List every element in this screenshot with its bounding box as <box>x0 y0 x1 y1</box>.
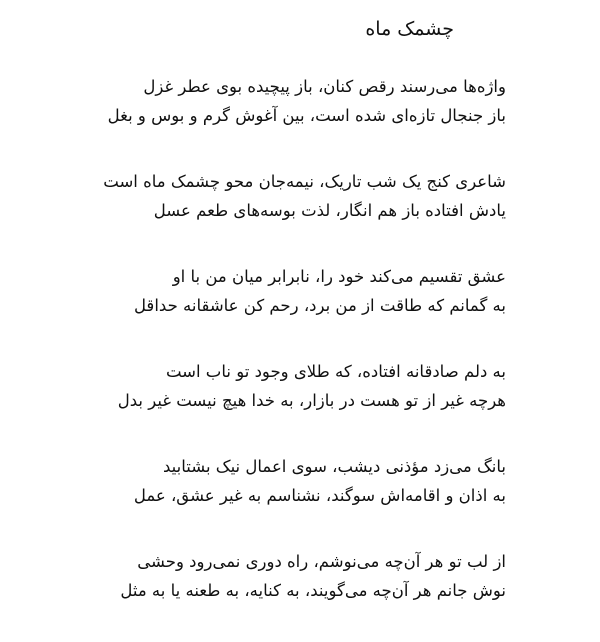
stanza-6 <box>26 547 506 605</box>
verse-line: شاعری کنج یک شب تاریک، نیمه‌جان محو چشمک ماه است <box>103 172 506 191</box>
verse-line: یادش افتاده باز هم انگار، لذت بوسه‌های طعم عسل <box>153 201 506 220</box>
verse-line: واژه‌ها می‌رسند رقص کنان، باز پیچیده بوی عطر غزل <box>143 77 506 96</box>
verse-line: از لب تو هر آن‌چه می‌نوشم، راه دوری نمی‌رود وحشی <box>137 552 506 571</box>
verse-line: عشق تقسیم می‌کند خود را، نابرابر میان من با او <box>172 267 506 286</box>
stanza-2 <box>26 167 506 225</box>
stanza-5 <box>26 452 506 510</box>
verse-line: به گمانم که طاقت از من برد، رحم کن عاشقانه حداقل <box>133 296 506 315</box>
stanza-1 <box>26 72 506 130</box>
verse-line: به اذان و اقامه‌اش سوگند، نشناسم به غیر عشق، عمل <box>133 486 506 505</box>
verse-line: بانگ می‌زد مؤذنی دیشب، سوی اعمال نیک بشتابید <box>163 457 506 476</box>
verse-line: باز جنجال تازه‌ای شده است، بین آغوش گرم و بوس و بغل <box>107 106 506 125</box>
stanza-4 <box>26 357 506 415</box>
verse-line: به دلم صادقانه افتاده، که طلای وجود تو ناب است <box>165 362 506 381</box>
poem-title: چشمک ماه <box>365 18 454 40</box>
stanza-3 <box>26 262 506 320</box>
verse-line: هرچه غیر از تو هست در بازار، به خدا هیچ نیست غیر بدل <box>117 391 506 410</box>
poem-body <box>26 72 506 642</box>
verse-line: نوش جانم هر آن‌چه می‌گویند، به کنایه، به طعنه یا به مثل <box>120 581 506 600</box>
